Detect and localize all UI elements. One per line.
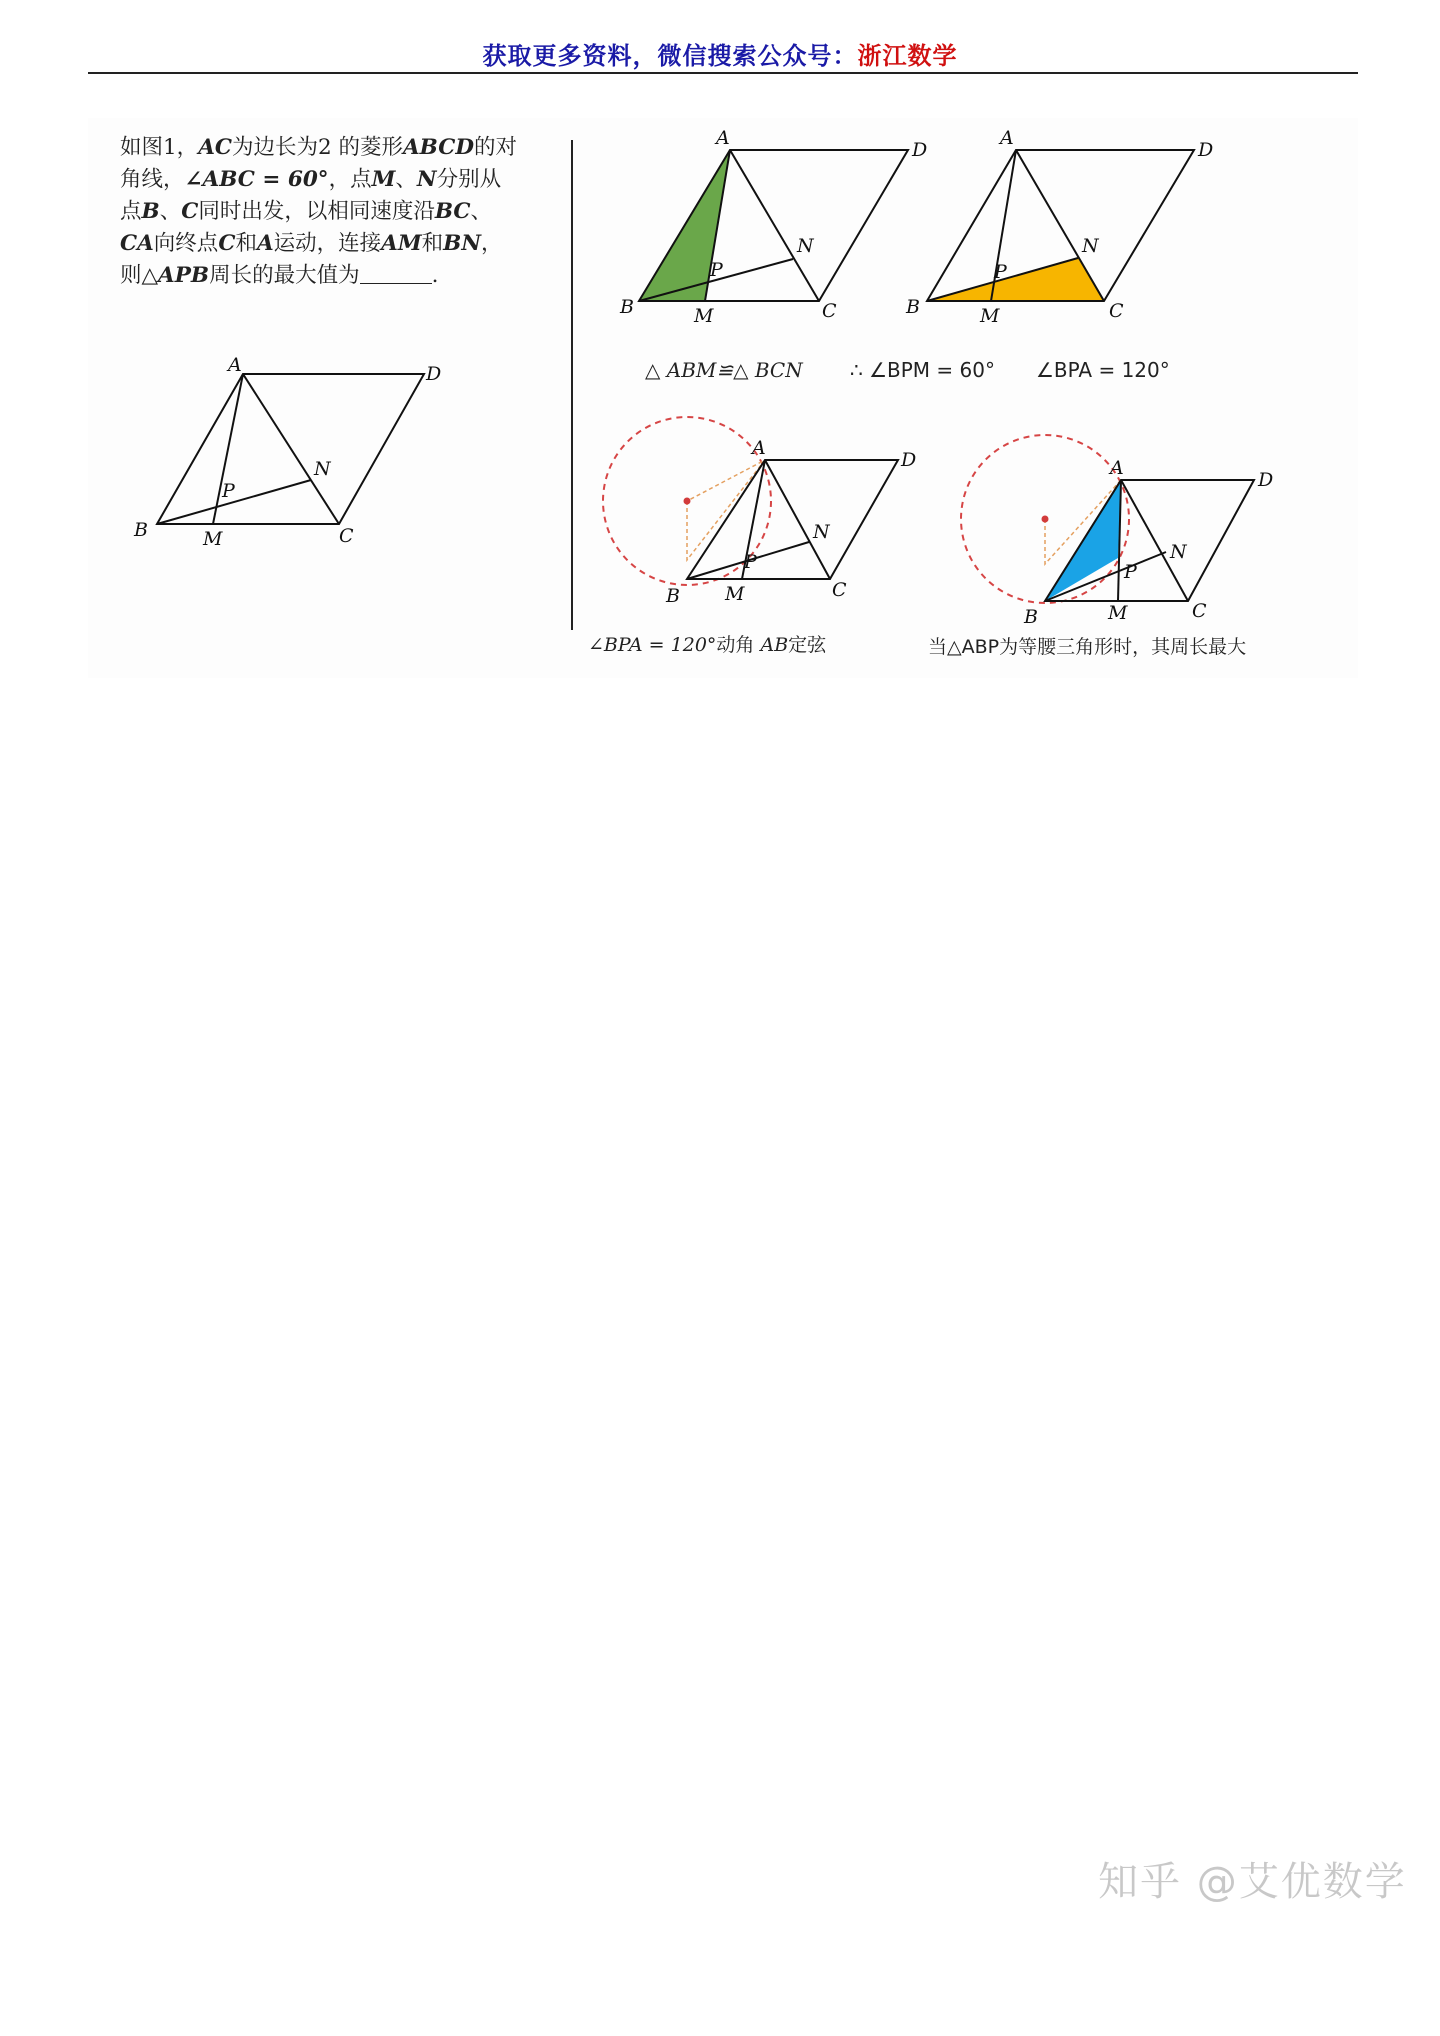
svg-text:N: N xyxy=(797,235,814,257)
svg-text:P: P xyxy=(1124,561,1137,583)
svg-text:B: B xyxy=(666,585,680,607)
svg-text:D: D xyxy=(912,139,928,161)
svg-text:A: A xyxy=(1000,127,1014,149)
svg-text:B: B xyxy=(1024,606,1038,628)
svg-text:P: P xyxy=(710,259,723,281)
svg-text:M: M xyxy=(1108,602,1128,624)
svg-text:P: P xyxy=(994,261,1007,283)
svg-text:C: C xyxy=(822,300,837,322)
svg-text:D: D xyxy=(901,449,917,471)
caption-isosceles: 当△ABP为等腰三角形时，其周长最大 xyxy=(928,636,1247,658)
figures-svg xyxy=(88,118,1358,678)
circle-center-dot xyxy=(684,498,691,505)
svg-text:A: A xyxy=(1110,457,1124,479)
svg-text:P: P xyxy=(744,551,757,573)
svg-text:N: N xyxy=(314,458,331,480)
caption-moving-angle: ∠BPA = 120°动角 AB定弦 xyxy=(588,634,827,656)
svg-text:D: D xyxy=(1198,139,1214,161)
figure-1-labels xyxy=(133,354,441,550)
figure-3-angle xyxy=(905,127,1213,327)
header-brand: 浙江数学 xyxy=(857,42,958,70)
orange-triangle xyxy=(927,258,1104,301)
svg-text:B: B xyxy=(620,296,634,318)
svg-text:A: A xyxy=(752,437,766,459)
header-prefix: 获取更多资料，微信搜索公众号： xyxy=(482,42,858,70)
problem-text: 如图1，AC为边长为2 的菱形ABCD的对角线，∠ABC = 60°，点M、N分别从点B、C同时出发，以相同速度沿BC、CA向终点C和A运动，连接AM和BN，则△APB周长的最大值为 . xyxy=(120,135,518,288)
svg-text:M: M xyxy=(203,528,223,550)
caption-bpa: ∠BPA = 120° xyxy=(1036,358,1170,382)
svg-text:N: N xyxy=(1082,235,1099,257)
page-header xyxy=(0,36,1440,71)
svg-text:P: P xyxy=(222,480,235,502)
figure-5-isosceles xyxy=(961,435,1273,628)
caption-therefore: ∴ ∠BPM = 60° xyxy=(850,358,995,382)
svg-text:C: C xyxy=(832,579,847,601)
svg-text:M: M xyxy=(694,305,714,327)
svg-text:M: M xyxy=(980,305,1000,327)
problem-panel xyxy=(88,118,1358,678)
caption-congruent: △ ABM≌△ BCN xyxy=(645,358,803,382)
svg-text:M: M xyxy=(725,583,745,605)
svg-text:N: N xyxy=(1170,541,1187,563)
svg-text:B: B xyxy=(134,519,148,541)
figure-1-rhombus xyxy=(157,374,424,524)
svg-text:A: A xyxy=(716,127,730,149)
svg-text:C: C xyxy=(339,525,354,547)
svg-text:D: D xyxy=(1258,469,1274,491)
svg-text:B: B xyxy=(906,296,920,318)
circle-center-dot xyxy=(1042,516,1049,523)
figure-4-circle xyxy=(603,417,916,607)
svg-text:A: A xyxy=(228,354,242,376)
svg-text:C: C xyxy=(1109,300,1124,322)
svg-text:N: N xyxy=(813,521,830,543)
figure-2-congruent xyxy=(619,127,927,327)
svg-text:C: C xyxy=(1192,600,1207,622)
watermark: 知乎 @艾优数学 xyxy=(1098,1859,1407,1905)
header-rule xyxy=(88,72,1358,74)
svg-text:D: D xyxy=(426,363,442,385)
